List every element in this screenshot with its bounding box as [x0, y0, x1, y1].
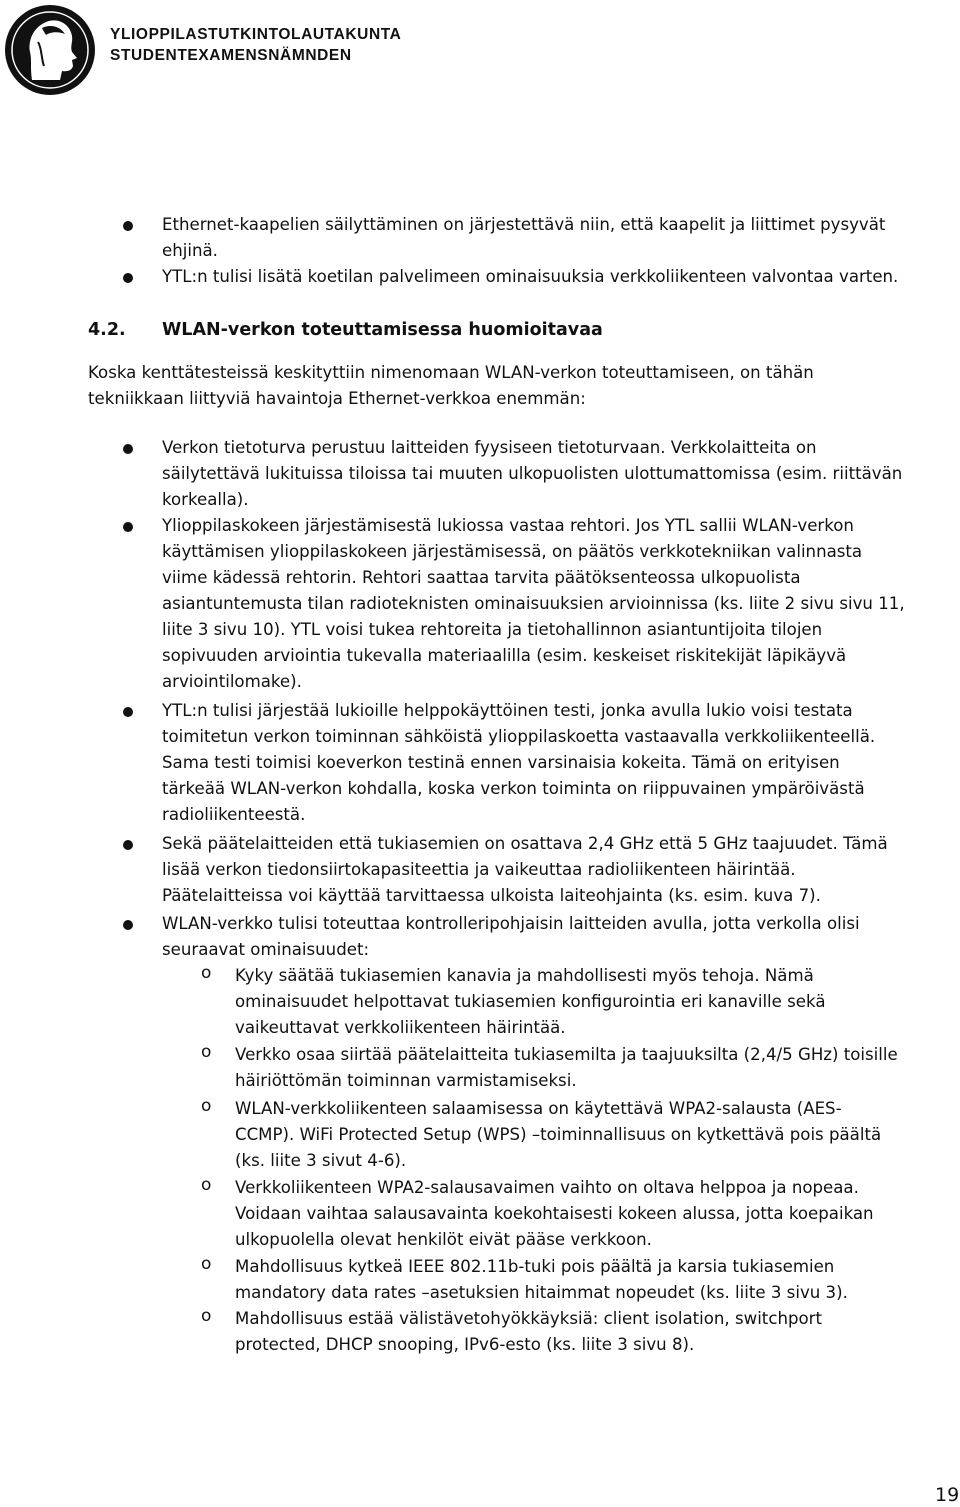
sub-bullet-marker: o	[201, 1306, 212, 1326]
bullet-3-line-4: tärkeää WLAN-verkon kohdalla, koska verkon toiminta on riippuvainen ympäröivästä	[162, 779, 865, 798]
sub-bullet-4-line-2: Voidaan vaihtaa salausavainta koekohtaisesti kokeen alussa, jotta koepaikan	[235, 1204, 874, 1223]
bullet-2-line-3: viime kädessä rehtorin. Rehtori saattaa tarvita päätöksenteossa ulkopuolista	[162, 568, 801, 587]
bullet-3-line-5: radioliikenteestä.	[162, 805, 306, 824]
bullet-2-line-2: käyttämisen ylioppilaskokeen järjestämisessä, on päätös verkkotekniikan valinnasta	[162, 542, 863, 561]
sub-bullet-marker: o	[201, 963, 212, 983]
bullet-icon	[123, 273, 133, 283]
sub-bullet-4-line-1: Verkkoliikenteen WPA2-salausavaimen vaihto on oltava helppoa ja nopeaa.	[235, 1178, 859, 1197]
sub-bullet-marker: o	[201, 1175, 212, 1195]
sub-bullet-1-line-2: ominaisuudet helpottavat tukiasemien konfigurointia eri kanaville sekä	[235, 992, 826, 1011]
org-name-finnish: YLIOPPILASTUTKINTOLAUTAKUNTA	[110, 26, 402, 43]
sub-bullet-6-line-2: protected, DHCP snooping, IPv6-esto (ks. liite 3 sivu 8).	[235, 1335, 695, 1354]
bullet-3-line-3: Sama testi toimisi koeverkon testinä ennen varsinaisia kokeita. Tämä on erityisen	[162, 753, 840, 772]
bullet-2-line-4: asiantuntemusta tilan radioteknisten ominaisuuksien arvioinnissa (ks. liite 2 sivu sivu 11,	[162, 594, 905, 613]
bullet-5-line-2: seuraavat ominaisuudet:	[162, 940, 370, 959]
profile-head-logo-icon	[2, 2, 98, 98]
sub-bullet-3-line-1: WLAN-verkkoliikenteen salaamisessa on käytettävä WPA2-salausta (AES-	[235, 1099, 842, 1118]
bullet-2-line-1: Ylioppilaskokeen järjestämisestä lukiossa vastaa rehtori. Jos YTL sallii WLAN-verkon	[162, 516, 854, 535]
bullet-1-line-1: Verkon tietoturva perustuu laitteiden fyysiseen tietoturvaan. Verkkolaitteita on	[162, 438, 817, 457]
sub-bullet-3-line-3: (ks. liite 3 sivut 4-6).	[235, 1151, 407, 1170]
bullet-icon	[123, 840, 133, 850]
sub-bullet-marker: o	[201, 1096, 212, 1116]
sub-bullet-5-line-2: mandatory data rates –asetuksien hitaimmat nopeudet (ks. liite 3 sivu 3).	[235, 1283, 848, 1302]
sub-bullet-5-line-1: Mahdollisuus kytkeä IEEE 802.11b-tuki pois päältä ja karsia tukiasemien	[235, 1257, 835, 1276]
bullet-2-line-5: liite 3 sivu 10). YTL voisi tukea rehtoreita ja tietohallinnon asiantuntijoita tilojen	[162, 620, 823, 639]
sub-bullet-4-line-3: ulkopuolella olevat henkilöt eivät pääse verkkoon.	[235, 1230, 652, 1249]
bullet-icon	[123, 221, 133, 231]
bullet-5-line-1: WLAN-verkko tulisi toteuttaa kontrolleripohjaisin laitteiden avulla, jotta verkolla olisi	[162, 914, 860, 933]
bullet-1-line-3: korkealla).	[162, 490, 249, 509]
bullet-4-line-1: Sekä päätelaitteiden että tukiasemien on osattava 2,4 GHz että 5 GHz taajuudet. Tämä	[162, 834, 888, 853]
sub-bullet-marker: o	[201, 1254, 212, 1274]
section-number: 4.2.	[88, 320, 126, 340]
sub-bullet-3-line-2: CCMP). WiFi Protected Setup (WPS) –toiminnallisuus on kytkettävä pois päältä	[235, 1125, 882, 1144]
intro-bullet-2-line-1: YTL:n tulisi lisätä koetilan palvelimeen ominaisuuksia verkkoliikenteen valvontaa varten.	[162, 267, 899, 286]
sub-bullet-marker: o	[201, 1042, 212, 1062]
bullet-icon	[123, 707, 133, 717]
intro-bullet-1-line-2: ehjinä.	[162, 241, 218, 260]
intro-bullet-1-line-1: Ethernet-kaapelien säilyttäminen on järjestettävä niin, että kaapelit ja liittimet pysyvät	[162, 215, 886, 234]
sub-bullet-2-line-1: Verkko osaa siirtää päätelaitteita tukiasemilta ja taajuuksilta (2,4/5 GHz) toisille	[235, 1045, 898, 1064]
section-title: WLAN-verkon toteuttamisessa huomioitavaa	[162, 320, 603, 340]
bullet-icon	[123, 522, 133, 532]
section-intro-line-2: tekniikkaan liittyviä havaintoja Ethernet-verkkoa enemmän:	[88, 389, 586, 408]
bullet-4-line-3: Päätelaitteissa voi käyttää tarvittaessa ulkoista laiteohjainta (ks. esim. kuva 7).	[162, 886, 821, 905]
org-name-swedish: STUDENTEXAMENSNÄMNDEN	[110, 47, 352, 64]
bullet-3-line-1: YTL:n tulisi järjestää lukioille helppokäyttöinen testi, jonka avulla lukio voisi testata	[162, 701, 853, 720]
sub-bullet-2-line-2: häiriöttömän toiminnan varmistamiseksi.	[235, 1071, 577, 1090]
sub-bullet-1-line-3: vaikeuttavat verkkoliikenteen häirintää.	[235, 1018, 566, 1037]
bullet-2-line-7: arviointilomake).	[162, 672, 302, 691]
bullet-2-line-6: sopivuuden arviointia tukevalla materiaalilla (esim. keskeiset riskitekijät läpikäyvä	[162, 646, 847, 665]
bullet-icon	[123, 920, 133, 930]
bullet-3-line-2: toimitetun verkon toiminnan sähköistä ylioppilaskoetta vastaavalla verkkoliikenteellä.	[162, 727, 876, 746]
bullet-1-line-2: säilytettävä lukituissa tiloissa tai muuten ulkopuolisten ulottumattomissa (esim. riittävän	[162, 464, 903, 483]
bullet-icon	[123, 444, 133, 454]
bullet-4-line-2: lisää verkon tiedonsiirtokapasiteettia ja vaikeuttaa radioliikenteen häirintää.	[162, 860, 796, 879]
sub-bullet-1-line-1: Kyky säätää tukiasemien kanavia ja mahdollisesti myös tehoja. Nämä	[235, 966, 814, 985]
page-number: 19	[935, 1484, 960, 1506]
section-intro-line-1: Koska kenttätesteissä keskityttiin nimenomaan WLAN-verkon toteuttamiseen, on tähän	[88, 363, 814, 382]
sub-bullet-6-line-1: Mahdollisuus estää välistävetohyökkäyksiä: client isolation, switchport	[235, 1309, 822, 1328]
section-heading	[88, 320, 603, 340]
